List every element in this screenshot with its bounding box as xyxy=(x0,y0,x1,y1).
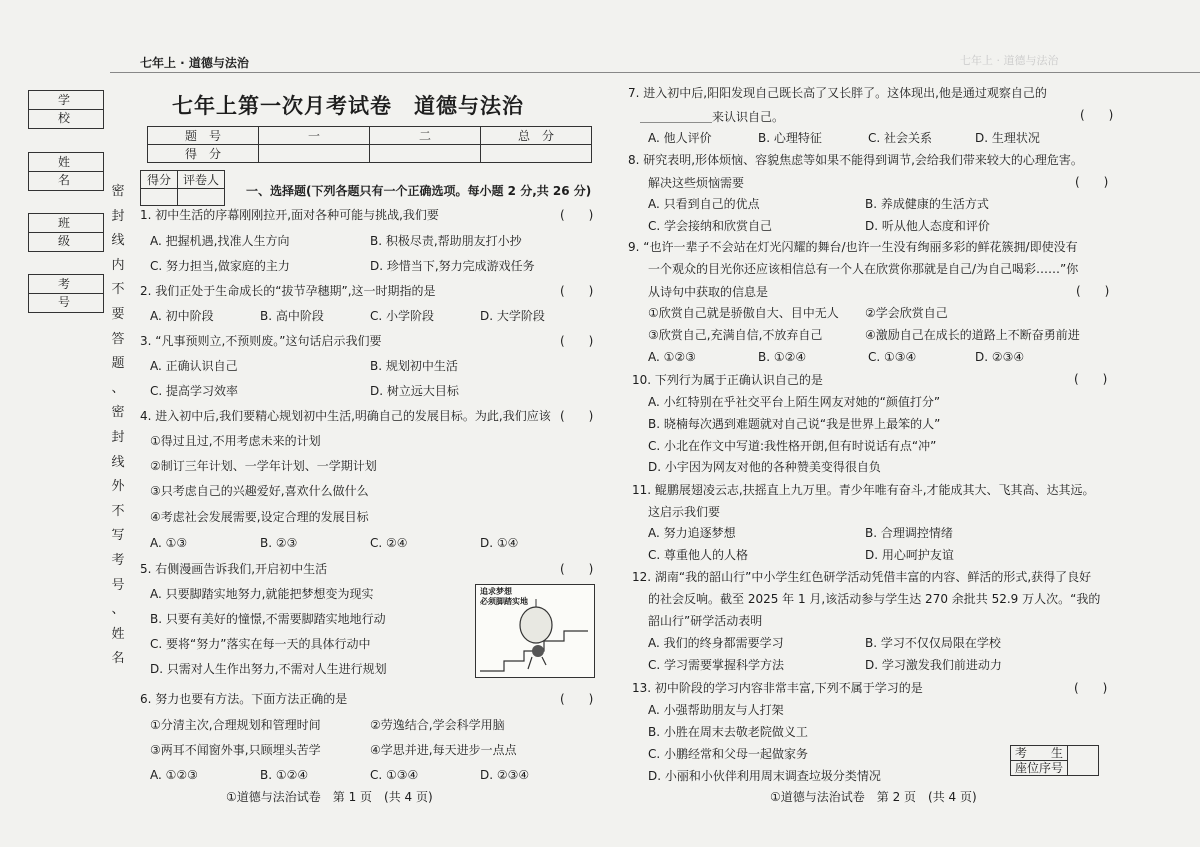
seat-label-1: 考 生 xyxy=(1011,746,1068,761)
question-line: ④考虑社会发展需要,设定合理的发展目标 xyxy=(150,510,369,524)
score-cell[interactable] xyxy=(259,145,370,163)
answer-blank[interactable]: ( ) xyxy=(560,562,594,576)
class-label: 班 级 xyxy=(29,214,103,233)
answer-blank[interactable]: ( ) xyxy=(1080,108,1114,122)
footer-page-2: ①道德与法治试卷 第 2 页 (共 4 页) xyxy=(770,790,977,804)
seal-char: 写 xyxy=(111,528,125,544)
question-line: 5. 右侧漫画告诉我们,开启初中生活 xyxy=(140,562,328,576)
question-line: 这启示我们要 xyxy=(648,505,721,519)
class-field[interactable] xyxy=(28,213,104,252)
seal-char: 、 xyxy=(111,380,125,396)
question-line: ③两耳不闻窗外事,只顾埋头苦学 xyxy=(150,743,321,757)
question-line: 4. 进入初中后,我们要精心规划初中生活,明确自己的发展目标。为此,我们应该 xyxy=(140,409,551,423)
score-cell[interactable] xyxy=(481,145,592,163)
question-line: ①分清主次,合理规划和管理时间 xyxy=(150,718,321,732)
question-line: C. 小北在作文中写道:我性格开朗,但有时说话有点“冲” xyxy=(648,439,937,453)
seal-char: 不 xyxy=(111,503,125,519)
seat-label-2: 座位序号 xyxy=(1011,761,1068,776)
score-table xyxy=(147,126,592,163)
seal-char: 密 xyxy=(111,405,125,421)
question-line: D. ①④ xyxy=(480,536,519,550)
question-line: 2. 我们正处于生命成长的“拔节孕穗期”,这一时期指的是 xyxy=(140,284,436,298)
question-line: D. 用心呵护友谊 xyxy=(865,548,954,562)
grader-box xyxy=(140,170,225,206)
question-line: A. 我们的终身都需要学习 xyxy=(648,636,784,650)
question-line: B. ②③ xyxy=(260,536,298,550)
exam-number-field[interactable] xyxy=(28,274,104,313)
question-line: D. 大学阶段 xyxy=(480,309,545,323)
question-line: B. 积极尽责,帮助朋友打小抄 xyxy=(370,234,522,248)
seat-number-cell[interactable] xyxy=(1068,746,1099,776)
seal-char: 线 xyxy=(111,233,125,249)
question-line: B. 小胜在周末去敬老院做义工 xyxy=(648,725,808,739)
question-line: A. ①②③ xyxy=(648,350,696,364)
question-line: B. 养成健康的生活方式 xyxy=(865,197,989,211)
seal-char: 姓 xyxy=(111,626,125,642)
section-heading: 一、选择题(下列各题只有一个正确选项。每小题 2 分,共 26 分) xyxy=(246,184,592,198)
question-line: A. 只要脚踏实地努力,就能把梦想变为现实 xyxy=(150,587,374,601)
question-line: ②制订三年计划、一学年计划、一学期计划 xyxy=(150,459,377,473)
question-line: A. 小红特别在乎社交平台上陌生网友对她的“颜值打分” xyxy=(648,395,941,409)
bleed-through-header: 七年上 · 道德与法治 xyxy=(960,54,1059,67)
question-line: A. ①③ xyxy=(150,536,188,550)
question-line: ④激励自己在成长的道路上不断奋勇前进 xyxy=(865,328,1080,342)
seal-char: 要 xyxy=(111,306,125,322)
question-line: B. 晓楠每次遇到难题就对自己说“我是世界上最笨的人” xyxy=(648,417,941,431)
seal-char: 答 xyxy=(111,331,125,347)
paper-header: 七年上 · 道德与法治 xyxy=(140,56,249,70)
seal-line-notice xyxy=(111,180,125,672)
comic-drawing xyxy=(476,585,594,677)
exam-number-label: 考 号 xyxy=(29,275,103,294)
question-line: ②劳逸结合,学会科学用脑 xyxy=(370,718,505,732)
seal-char: 题 xyxy=(111,356,125,372)
question-line: C. 提高学习效率 xyxy=(150,384,239,398)
question-line: D. 生理状况 xyxy=(975,131,1040,145)
seal-char: 考 xyxy=(111,552,125,568)
seal-char: 密 xyxy=(111,184,125,199)
question-line: A. 把握机遇,找准人生方向 xyxy=(150,234,290,248)
score-header-part2: 二 xyxy=(370,127,481,145)
question-line: C. 社会关系 xyxy=(868,131,933,145)
comic-caption-line: 追求梦想 xyxy=(480,587,512,596)
question-line: C. 学习需要掌握科学方法 xyxy=(648,658,785,672)
score-header-total: 总 分 xyxy=(481,127,592,145)
question-line: C. 尊重他人的人格 xyxy=(648,548,749,562)
question-line: C. 努力担当,做家庭的主力 xyxy=(150,259,290,273)
question-line: C. 小鹏经常和父母一起做家务 xyxy=(648,747,809,761)
question-line: C. 小学阶段 xyxy=(370,309,435,323)
question-line: A. 初中阶段 xyxy=(150,309,214,323)
question-line: A. 努力追逐梦想 xyxy=(648,526,736,540)
question-line: D. 只需对人生作出努力,不需对人生进行规划 xyxy=(150,662,387,676)
question-line: 1. 初中生活的序幕刚刚拉开,面对各种可能与挑战,我们要 xyxy=(140,208,439,222)
question-line: ①欣赏自己就是骄傲自大、目中无人 xyxy=(648,306,839,320)
question-line: 10. 下列行为属于正确认识自己的是 xyxy=(632,373,823,387)
question-line: A. 正确认识自己 xyxy=(150,359,238,373)
question-line: ＿＿＿＿＿＿来认识自己。 xyxy=(640,110,785,124)
question-line: 从诗句中获取的信息是 xyxy=(648,285,769,299)
grader-cell[interactable] xyxy=(178,189,225,206)
question-line: ③只考虑自己的兴趣爱好,喜欢什么做什么 xyxy=(150,484,369,498)
question-line: 9. “也许一辈子不会站在灯光闪耀的舞台/也许一生没有绚丽多彩的鲜花簇拥/即使没有 xyxy=(628,240,1078,254)
question-line: ③欣赏自己,充满自信,不放弃自己 xyxy=(648,328,823,342)
seal-char: 内 xyxy=(111,257,125,273)
question-line: D. ②③④ xyxy=(975,350,1025,364)
answer-blank[interactable]: ( ) xyxy=(1074,372,1108,386)
grader-score-label: 得分 xyxy=(141,171,178,189)
seal-char: 不 xyxy=(111,282,125,298)
seal-char: 、 xyxy=(111,602,125,618)
name-label: 姓 名 xyxy=(29,153,103,172)
question-line: 6. 努力也要有方法。下面方法正确的是 xyxy=(140,692,348,706)
question-line: D. 珍惜当下,努力完成游戏任务 xyxy=(370,259,535,273)
answer-blank[interactable]: ( ) xyxy=(560,409,594,423)
question-line: C. ①③④ xyxy=(868,350,917,364)
question-line: 8. 研究表明,形体烦恼、容貌焦虑等如果不能得到调节,会给我们带来较大的心理危害。 xyxy=(628,153,1083,167)
question-line: B. 只要有美好的憧憬,不需要脚踏实地地行动 xyxy=(150,612,386,626)
grader-cell[interactable] xyxy=(141,189,178,206)
question-line: C. ①③④ xyxy=(370,768,419,782)
question-line: B. 学习不仅仅局限在学校 xyxy=(865,636,1001,650)
question-line: 的社会反响。截至 2025 年 1 月,该活动参与学生达 270 余批共 52.9 万人次。“我的 xyxy=(648,592,1101,606)
header-rule xyxy=(110,72,1200,73)
school-field[interactable] xyxy=(28,90,104,129)
answer-blank[interactable]: ( ) xyxy=(1075,175,1109,189)
question-line: D. 听从他人态度和评价 xyxy=(865,219,990,233)
question-line: B. ①②④ xyxy=(260,768,309,782)
question-line: ④学思并进,每天进步一点点 xyxy=(370,743,517,757)
question-line: D. ②③④ xyxy=(480,768,530,782)
question-line: A. 只看到自己的优点 xyxy=(648,197,760,211)
seal-char: 外 xyxy=(111,479,125,495)
name-field[interactable] xyxy=(28,152,104,191)
seal-char: 线 xyxy=(111,454,125,470)
answer-blank[interactable]: ( ) xyxy=(560,692,594,706)
question-line: 3. “凡事预则立,不预则废。”这句话启示我们要 xyxy=(140,334,382,348)
answer-blank[interactable]: ( ) xyxy=(560,208,594,222)
question-line: 7. 进入初中后,阳阳发现自己既长高了又长胖了。这体现出,他是通过观察自己的 xyxy=(628,86,1047,100)
score-row-label: 得 分 xyxy=(148,145,259,163)
answer-blank[interactable]: ( ) xyxy=(1074,681,1108,695)
exam-title: 七年上第一次月考试卷 道德与法治 xyxy=(172,94,524,118)
seal-char: 封 xyxy=(111,429,125,445)
question-line: D. 小宇因为网友对他的各种赞美变得很自负 xyxy=(648,460,881,474)
question-line: 11. 鲲鹏展翅凌云志,扶摇直上九万里。青少年唯有奋斗,才能成其大、飞其高、达其远。 xyxy=(632,483,1095,497)
comic-caption-line: 必须脚踏实地 xyxy=(480,597,528,606)
comic-illustration xyxy=(475,584,595,678)
question-line: 12. 湖南“我的韶山行”中小学生红色研学活动凭借丰富的内容、鲜活的形式,获得了良好 xyxy=(632,570,1092,584)
question-line: D. 树立远大目标 xyxy=(370,384,459,398)
question-line: D. 学习激发我们前进动力 xyxy=(865,658,1002,672)
question-line: C. 要将“努力”落实在每一天的具体行动中 xyxy=(150,637,371,651)
question-line: A. 他人评价 xyxy=(648,131,712,145)
grader-name-label: 评卷人 xyxy=(178,171,225,189)
question-line: ①得过且过,不用考虑未来的计划 xyxy=(150,434,321,448)
question-line: C. 学会接纳和欣赏自己 xyxy=(648,219,773,233)
answer-blank[interactable]: ( ) xyxy=(560,334,594,348)
question-line: B. 合理调控情绪 xyxy=(865,526,953,540)
question-line: 解决这些烦恼需要 xyxy=(648,176,745,190)
question-line: B. ①②④ xyxy=(758,350,807,364)
question-line: C. ②④ xyxy=(370,536,408,550)
answer-blank[interactable]: ( ) xyxy=(560,284,594,298)
question-line: 一个观众的目光你还应该相信总有一个人在欣赏你那就是自己/为自己喝彩……”你 xyxy=(648,262,1079,276)
question-line: B. 心理特征 xyxy=(758,131,822,145)
question-line: 13. 初中阶段的学习内容非常丰富,下列不属于学习的是 xyxy=(632,681,923,695)
answer-blank[interactable]: ( ) xyxy=(1076,284,1110,298)
score-header-part1: 一 xyxy=(259,127,370,145)
seat-number-box xyxy=(1010,745,1099,776)
question-line: B. 规划初中生活 xyxy=(370,359,458,373)
question-line: 韶山行”研学活动表明 xyxy=(648,614,763,628)
question-line: B. 高中阶段 xyxy=(260,309,324,323)
seal-char: 名 xyxy=(111,651,125,667)
seal-char: 封 xyxy=(111,208,125,224)
question-line: ②学会欣赏自己 xyxy=(865,306,948,320)
question-line: D. 小丽和小伙伴利用周末调查垃圾分类情况 xyxy=(648,769,881,783)
school-label: 学 校 xyxy=(29,91,103,110)
question-line: A. ①②③ xyxy=(150,768,198,782)
seal-char: 号 xyxy=(111,577,125,593)
score-cell[interactable] xyxy=(370,145,481,163)
question-line: A. 小强帮助朋友与人打架 xyxy=(648,703,784,717)
footer-page-1: ①道德与法治试卷 第 1 页 (共 4 页) xyxy=(226,790,433,804)
score-header-question: 题 号 xyxy=(148,127,259,145)
